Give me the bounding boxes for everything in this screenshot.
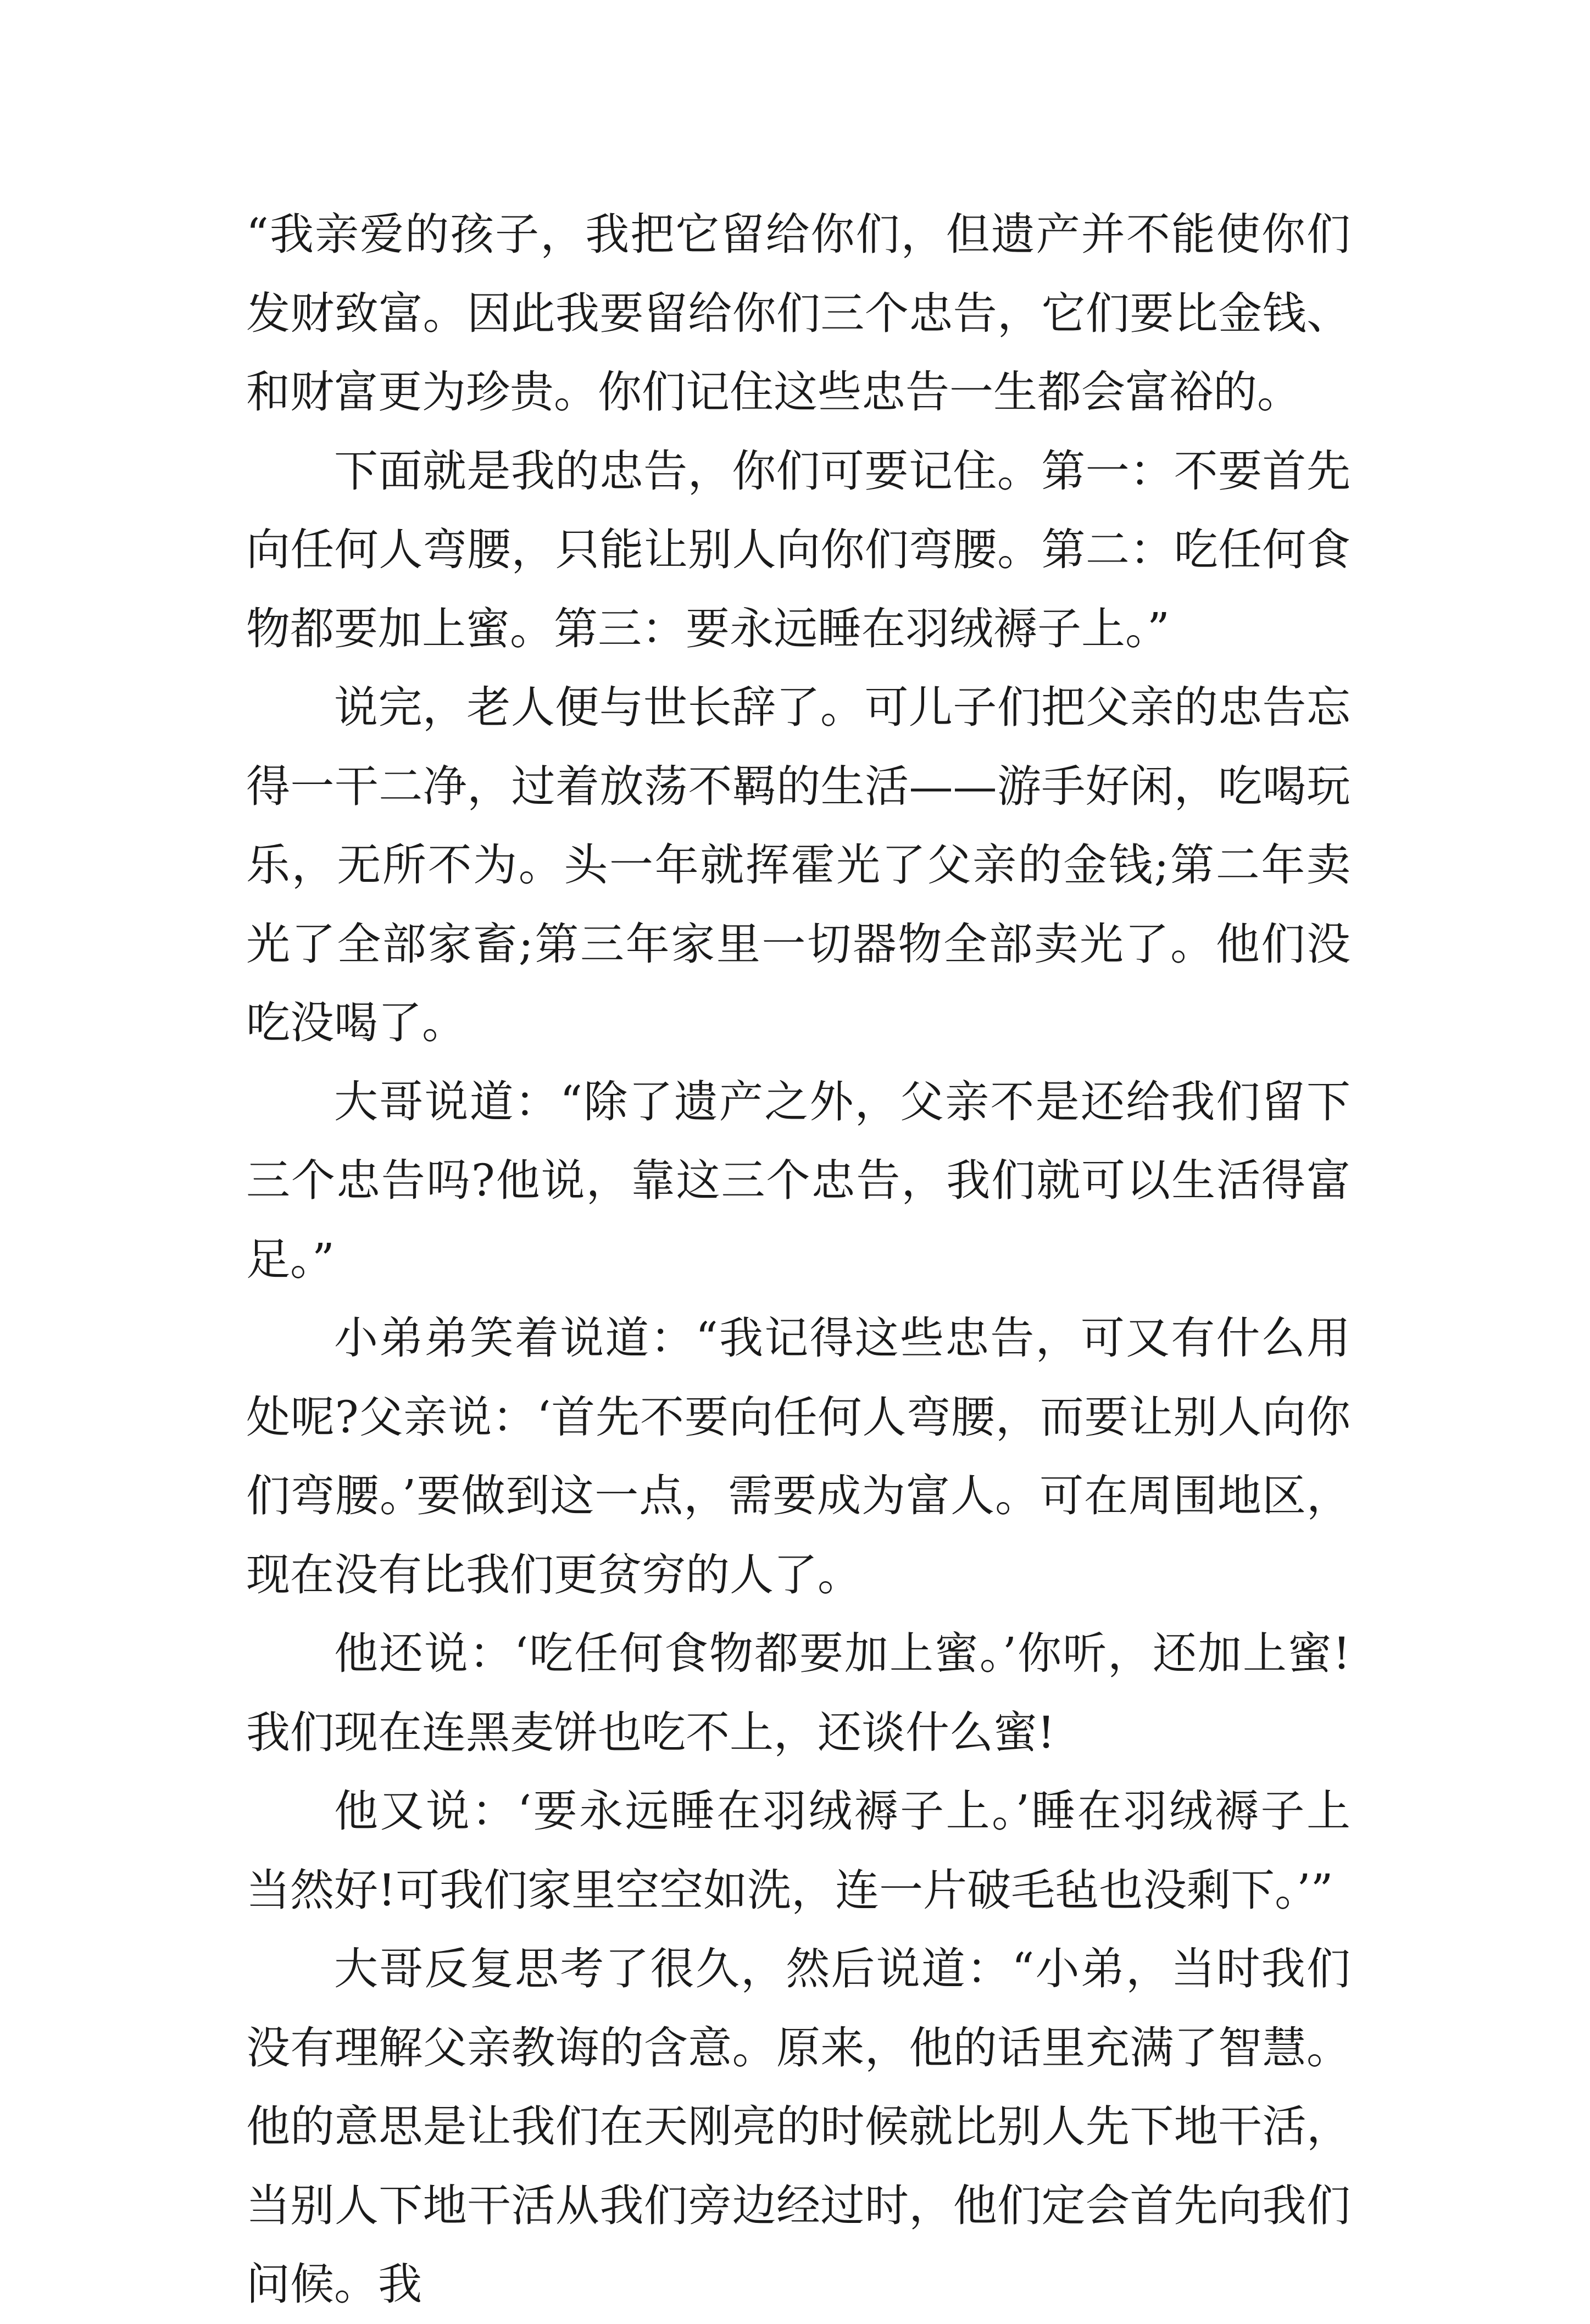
- paragraph-1: “我亲爱的孩子，我把它留给你们，但遗产并不能使你们发财致富。因此我要留给你们三个忠告，它们要比金钱、和财富更为珍贵。你们记住这些忠告一生都会富裕的。: [246, 209, 1350, 418]
- paragraph-5: 小弟弟笑着说道：“我记得这些忠告，可又有什么用处呢?父亲说：‘首先不要向任何人弯腰，而要让别人向你们弯腰。’要做到这一点，需要成为富人。可在周围地区，现在没有比我们更贫穷的人了。: [246, 1313, 1350, 1600]
- paragraph-3: 说完，老人便与世长辞了。可儿子们把父亲的忠告忘得一干二净，过着放荡不羁的生活——游手好闲，吃喝玩乐，无所不为。头一年就挥霍光了父亲的金钱;第二年卖光了全部家畜;第三年家里一切器物全部卖光了。他们没吃没喝了。: [246, 682, 1350, 1048]
- paragraph-2: 下面就是我的忠告，你们可要记住。第一：不要首先向任何人弯腰，只能让别人向你们弯腰。第二：吃任何食物都要加上蜜。第三：要永远睡在羽绒褥子上。”: [246, 445, 1350, 654]
- paragraph-4: 大哥说道：“除了遗产之外，父亲不是还给我们留下三个忠告吗?他说，靠这三个忠告，我们就可以生活得富足。”: [246, 1076, 1350, 1285]
- document-body: [246, 195, 1350, 2324]
- paragraph-6: 他还说：‘吃任何食物都要加上蜜。’你听，还加上蜜!我们现在连黑麦饼也吃不上，还谈什么蜜!: [246, 1628, 1350, 1758]
- paragraph-7: 他又说：‘要永远睡在羽绒褥子上。’睡在羽绒褥子上当然好!可我们家里空空如洗，连一片破毛毡也没剩下。’”: [246, 1786, 1350, 1916]
- paragraph-8: 大哥反复思考了很久，然后说道：“小弟，当时我们没有理解父亲教诲的含意。原来，他的话里充满了智慧。他的意思是让我们在天刚亮的时候就比别人先下地干活，当别人下地干活从我们旁边经过时，他们定会首先向我们问候。我: [246, 1943, 1350, 2310]
